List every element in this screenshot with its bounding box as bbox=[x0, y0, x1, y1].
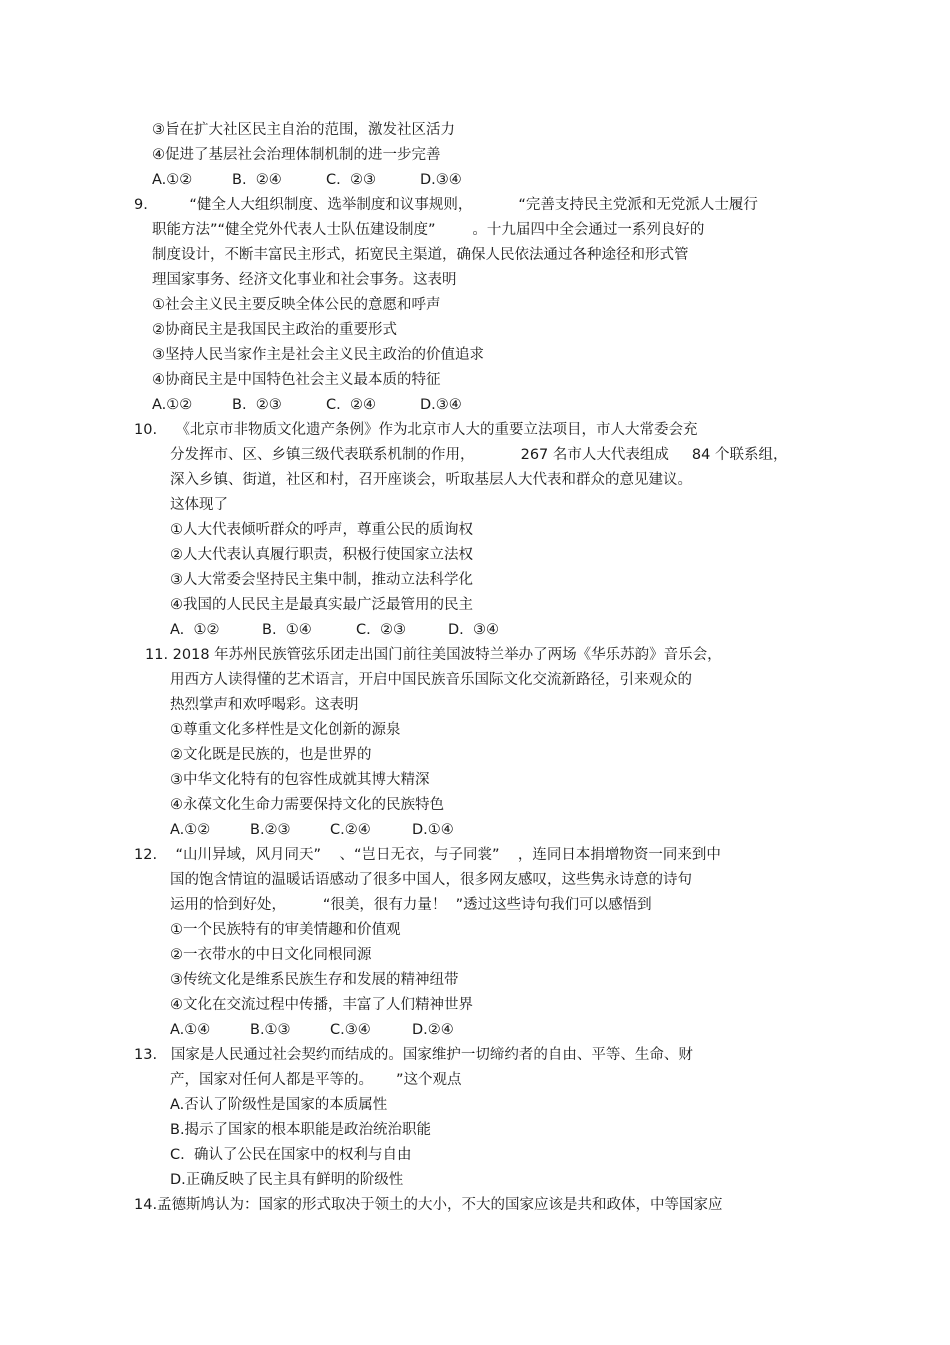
q10-statement-2: ②人大代表认真履行职责，积极行使国家立法权 bbox=[170, 547, 473, 563]
q12-option-a: A.①④ bbox=[170, 1022, 211, 1038]
q9-options bbox=[152, 395, 752, 415]
q12-stem-line-3: 运用的恰到好处， “很美，很有力量！ ”透过这些诗句我们可以感悟到 bbox=[170, 897, 652, 913]
q10-stem-line-3: 深入乡镇、街道，社区和村，召开座谈会，听取基层人大代表和群众的意见建议。 bbox=[170, 472, 692, 488]
q10-statement-3: ③人大常委会坚持民主集中制，推动立法科学化 bbox=[170, 572, 473, 588]
q11-statement-1: ①尊重文化多样性是文化创新的源泉 bbox=[170, 722, 401, 738]
q8-option-d: D.③④ bbox=[420, 172, 462, 188]
q8-statement-4: ④促进了基层社会治理体制机制的进一步完善 bbox=[152, 147, 441, 163]
q11-stem-line-1: 11. 2018 年苏州民族管弦乐团走出国门前往美国波特兰举办了两场《华乐苏韵》音乐会， bbox=[145, 647, 722, 663]
q9-stem-line-2: 职能方法”“健全党外代表人士队伍建设制度” 。十九届四中全会通过一系列良好的 bbox=[152, 222, 705, 238]
q12-option-b: B.①③ bbox=[250, 1022, 291, 1038]
q13-option-b: B.揭示了国家的根本职能是政治统治职能 bbox=[170, 1122, 432, 1138]
q9-option-b: B. ②③ bbox=[232, 397, 282, 413]
q11-option-c: C.②④ bbox=[330, 822, 371, 838]
q12-statement-4: ④文化在交流过程中传播，丰富了人们精神世界 bbox=[170, 997, 473, 1013]
q11-statement-3: ③中华文化特有的包容性成就其博大精深 bbox=[170, 772, 430, 788]
q11-statement-4: ④永葆文化生命力需要保持文化的民族特色 bbox=[170, 797, 444, 813]
q11-option-b: B.②③ bbox=[250, 822, 291, 838]
q11-stem-line-2: 用西方人读得懂的艺术语言，开启中国民族音乐国际文化交流新路径，引来观众的 bbox=[170, 672, 692, 688]
q13-option-d: D.正确反映了民主具有鲜明的阶级性 bbox=[170, 1172, 404, 1188]
q9-stem-line-4: 理国家事务、经济文化事业和社会事务。这表明 bbox=[152, 272, 457, 288]
q12-statement-1: ①一个民族特有的审美情趣和价值观 bbox=[170, 922, 401, 938]
q9-option-a: A.①② bbox=[152, 397, 193, 413]
q13-stem-line-2: 产，国家对任何人都是平等的。 ”这个观点 bbox=[170, 1072, 462, 1088]
q11-option-d: D.①④ bbox=[412, 822, 454, 838]
q11-stem-line-3: 热烈掌声和欢呼喝彩。这表明 bbox=[170, 697, 359, 713]
q9-statement-3: ③坚持人民当家作主是社会主义民主政治的价值追求 bbox=[152, 347, 484, 363]
q9-option-d: D.③④ bbox=[420, 397, 462, 413]
q12-options bbox=[170, 1020, 770, 1040]
q8-option-a: A.①② bbox=[152, 172, 193, 188]
q12-option-c: C.③④ bbox=[330, 1022, 371, 1038]
q14-stem-line-1: 14.孟德斯鸠认为：国家的形式取决于领土的大小，不大的国家应该是共和政体，中等国家应 bbox=[134, 1197, 723, 1213]
q8-option-b: B. ②④ bbox=[232, 172, 282, 188]
q10-stem-line-4: 这体现了 bbox=[170, 497, 228, 513]
q9-statement-4: ④协商民主是中国特色社会主义最本质的特征 bbox=[152, 372, 441, 388]
q9-stem-line-3: 制度设计，不断丰富民主形式，拓宽民主渠道，确保人民依法通过各种途径和形式管 bbox=[152, 247, 689, 263]
q11-option-a: A.①② bbox=[170, 822, 211, 838]
q13-option-c: C. 确认了公民在国家中的权利与自由 bbox=[170, 1147, 412, 1163]
q12-stem-line-2: 国的饱含情谊的温暖话语感动了很多中国人，很多网友感叹，这些隽永诗意的诗句 bbox=[170, 872, 692, 888]
q9-statement-2: ②协商民主是我国民主政治的重要形式 bbox=[152, 322, 397, 338]
q9-stem-line-1: 9. “健全人大组织制度、选举制度和议事规则， “完善支持民主党派和无党派人士履行 bbox=[134, 197, 758, 213]
q11-options bbox=[170, 820, 770, 840]
q12-stem-line-1: 12. “山川异域，风月同天” 、“岂日无衣，与子同裳” ，连同日本捐增物资一同来到中 bbox=[134, 847, 721, 863]
q10-option-a: A. ①② bbox=[170, 622, 220, 638]
q12-statement-2: ②一衣带水的中日文化同根同源 bbox=[170, 947, 372, 963]
q9-statement-1: ①社会主义民主要反映全体公民的意愿和呼声 bbox=[152, 297, 441, 313]
q8-options bbox=[152, 170, 752, 190]
q10-stem-line-2: 分发挥市、区、乡镇三级代表联系机制的作用， 267 名市人大代表组成 84 个联系组， bbox=[170, 447, 788, 463]
q10-stem-line-1: 10. 《北京市非物质文化遗产条例》作为北京市人大的重要立法项目，市人大常委会充 bbox=[134, 422, 698, 438]
q13-stem-line-1: 13. 国家是人民通过社会契约而结成的。国家维护一切缔约者的自由、平等、生命、财 bbox=[134, 1047, 693, 1063]
q8-option-c: C. ②③ bbox=[326, 172, 376, 188]
q13-option-a: A.否认了阶级性是国家的本质属性 bbox=[170, 1097, 388, 1113]
q10-statement-4: ④我国的人民民主是最真实最广泛最管用的民主 bbox=[170, 597, 473, 613]
q8-statement-3: ③旨在扩大社区民主自治的范围，激发社区活力 bbox=[152, 122, 455, 138]
q10-option-b: B. ①④ bbox=[262, 622, 312, 638]
q11-statement-2: ②文化既是民族的，也是世界的 bbox=[170, 747, 372, 763]
q10-option-d: D. ③④ bbox=[448, 622, 499, 638]
q12-option-d: D.②④ bbox=[412, 1022, 454, 1038]
q10-options bbox=[170, 620, 770, 640]
q10-option-c: C. ②③ bbox=[356, 622, 406, 638]
q9-option-c: C. ②④ bbox=[326, 397, 376, 413]
q10-statement-1: ①人大代表倾听群众的呼声，尊重公民的质询权 bbox=[170, 522, 473, 538]
q12-statement-3: ③传统文化是维系民族生存和发展的精神纽带 bbox=[170, 972, 459, 988]
